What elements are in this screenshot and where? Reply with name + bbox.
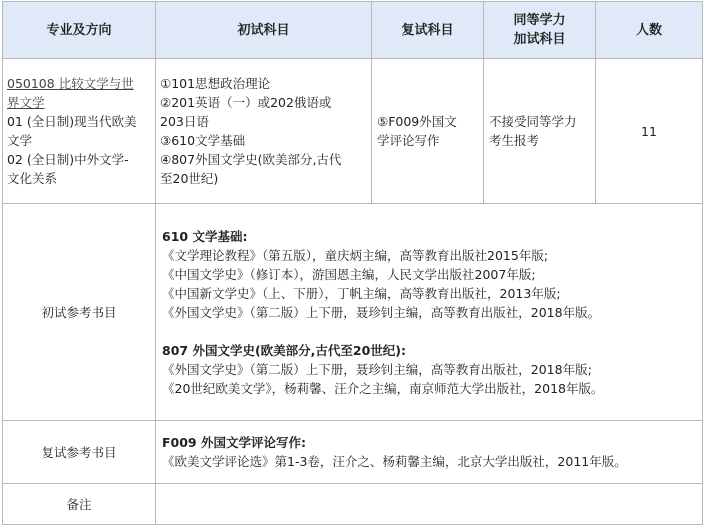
header-equivalent-line1: 同等学力 [513, 13, 566, 28]
header-retest-subjects: 复试科目 [372, 2, 484, 59]
header-major: 专业及方向 [3, 2, 156, 59]
retest-refs-content [156, 421, 703, 484]
refs-group-2-title: 807 外国文学史(欧美部分,古代至20世纪): [162, 342, 407, 358]
refs-group-2-item: 《外国文学史》（第二版）上下册，聂珍钊主编，高等教育出版社，2018年版; [162, 361, 592, 377]
equivalent-line1: 不接受同等学力 [489, 114, 577, 129]
notes-row [3, 484, 703, 525]
equivalent-subjects-cell [484, 59, 596, 204]
direction-1-line1: 01 (全日制)现当代欧美 [7, 114, 137, 129]
header-equivalent-line2: 加试科目 [513, 32, 566, 47]
notes-label: 备注 [3, 484, 156, 525]
retest-refs-label: 复试参考书目 [3, 421, 156, 484]
initial-refs-content [156, 204, 703, 421]
retest-subject-line2: 学评论写作 [377, 133, 440, 148]
subject-2-line1: ②201英语（一）或202俄语或 [160, 95, 332, 110]
initial-subjects-cell [156, 59, 372, 204]
equivalent-line2: 考生报考 [489, 133, 540, 148]
subject-2-line2: 203日语 [160, 114, 209, 129]
direction-2-line1: 02 (全日制)中外文学- [7, 152, 129, 167]
enrollment-count: 11 [596, 59, 703, 204]
major-link-line1[interactable]: 050108 比较文学与世 [7, 76, 134, 91]
program-row [3, 59, 703, 204]
retest-refs-row [3, 421, 703, 484]
refs-spacer [162, 322, 696, 341]
subject-1: ①101思想政治理论 [160, 76, 271, 91]
subject-4-line1: ④807外国文学史(欧美部分,古代 [160, 152, 342, 167]
retest-refs-title: F009 外国文学评论写作: [162, 435, 306, 450]
refs-group-1-item: 《文学理论教程》（第五版），童庆炳主编，高等教育出版社2015年版; [162, 247, 549, 263]
refs-group-1-item: 《外国文学史》（第二版）上下册，聂珍钊主编，高等教育出版社，2018年版。 [162, 304, 601, 320]
direction-2-line2: 文化关系 [7, 171, 58, 186]
refs-group-1-item: 《中国文学史》（修订本），游国恩主编，人民文学出版社2007年版; [162, 266, 536, 282]
initial-refs-label: 初试参考书目 [3, 204, 156, 421]
refs-group-2-item: 《20世纪欧美文学》，杨莉馨、汪介之主编，南京师范大学出版社，2018年版。 [162, 380, 604, 396]
retest-refs-item: 《欧美文学评论选》第1-3卷，汪介之、杨莉馨主编，北京大学出版社，2011年版。 [162, 454, 627, 469]
retest-subjects-cell [372, 59, 484, 204]
retest-subject-line1: ⑤F009外国文 [377, 114, 457, 129]
notes-content [156, 484, 703, 525]
major-link-line2[interactable]: 界文学 [7, 95, 45, 110]
header-count: 人数 [596, 2, 703, 59]
header-equivalent-subjects [484, 2, 596, 59]
refs-group-1-item: 《中国新文学史》（上、下册），丁帆主编，高等教育出版社，2013年版; [162, 285, 561, 301]
header-initial-subjects: 初试科目 [156, 2, 372, 59]
subject-4-line2: 至20世纪) [160, 171, 219, 186]
direction-1-line2: 文学 [7, 133, 33, 148]
refs-group-1-title: 610 文学基础: [162, 228, 248, 244]
admission-catalog-table [2, 1, 703, 525]
major-cell [3, 59, 156, 204]
initial-refs-row [3, 204, 703, 421]
subject-3: ③610文学基础 [160, 133, 246, 148]
header-row [3, 2, 703, 59]
